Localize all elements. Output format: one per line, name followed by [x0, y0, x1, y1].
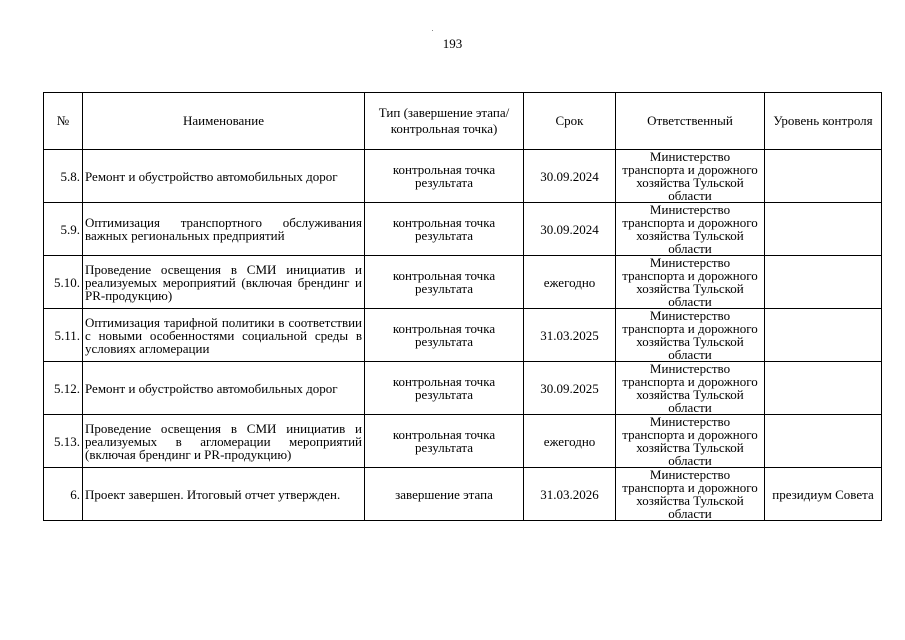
header-number: № [44, 93, 83, 150]
row-deadline: 31.03.2026 [524, 468, 616, 521]
row-deadline: 30.09.2025 [524, 362, 616, 415]
row-name: Ремонт и обустройство автомобильных дорог [83, 362, 365, 415]
row-control-level [765, 309, 882, 362]
scan-speck [432, 30, 433, 31]
page-number: 193 [442, 36, 463, 51]
row-type: завершение этапа [365, 468, 524, 521]
row-deadline: 30.09.2024 [524, 203, 616, 256]
row-type: контрольная точка результата [365, 256, 524, 309]
row-type: контрольная точка результата [365, 362, 524, 415]
header-type: Тип (завершение этапа/контрольная точка) [365, 93, 524, 150]
row-responsible: Министерство транспорта и дорожного хозяйства Тульской области [616, 415, 765, 468]
row-deadline: 31.03.2025 [524, 309, 616, 362]
row-deadline: 30.09.2024 [524, 150, 616, 203]
header-deadline: Срок [524, 93, 616, 150]
row-deadline: ежегодно [524, 415, 616, 468]
row-name: Проведение освещения в СМИ инициатив и реализуемых мероприятий (включая брендинг и PR-продукцию) [83, 256, 365, 309]
row-name: Проект завершен. Итоговый отчет утвержден. [83, 468, 365, 521]
row-number: 5.10. [44, 256, 83, 309]
table-row [44, 415, 882, 468]
row-number: 5.11. [44, 309, 83, 362]
row-responsible: Министерство транспорта и дорожного хозяйства Тульской области [616, 203, 765, 256]
row-control-level [765, 203, 882, 256]
row-number: 5.12. [44, 362, 83, 415]
row-type: контрольная точка результата [365, 415, 524, 468]
row-responsible: Министерство транспорта и дорожного хозяйства Тульской области [616, 150, 765, 203]
row-number: 6. [44, 468, 83, 521]
row-control-level [765, 256, 882, 309]
row-control-level [765, 150, 882, 203]
row-number: 5.8. [44, 150, 83, 203]
row-name: Оптимизация тарифной политики в соответствии с новыми особенностями социальной среды в условиях агломерации [83, 309, 365, 362]
table-row [44, 203, 882, 256]
row-type: контрольная точка результата [365, 203, 524, 256]
row-deadline: ежегодно [524, 256, 616, 309]
row-name: Оптимизация транспортного обслуживания важных региональных предприятий [83, 203, 365, 256]
row-responsible: Министерство транспорта и дорожного хозяйства Тульской области [616, 468, 765, 521]
project-plan-table [43, 92, 882, 521]
row-control-level [765, 415, 882, 468]
table-row [44, 150, 882, 203]
table-header-row [44, 93, 882, 150]
table-row [44, 468, 882, 521]
row-name: Проведение освещения в СМИ инициатив и реализуемых в агломерации мероприятий (включая брендинг и PR-продукцию) [83, 415, 365, 468]
row-control-level [765, 362, 882, 415]
row-type: контрольная точка результата [365, 309, 524, 362]
row-responsible: Министерство транспорта и дорожного хозяйства Тульской области [616, 256, 765, 309]
row-responsible: Министерство транспорта и дорожного хозяйства Тульской области [616, 309, 765, 362]
row-control-level: президиум Совета [765, 468, 882, 521]
row-type: контрольная точка результата [365, 150, 524, 203]
row-number: 5.13. [44, 415, 83, 468]
table-row [44, 362, 882, 415]
header-responsible: Ответственный [616, 93, 765, 150]
header-control-level: Уровень контроля [765, 93, 882, 150]
table-row [44, 256, 882, 309]
row-number: 5.9. [44, 203, 83, 256]
row-name: Ремонт и обустройство автомобильных дорог [83, 150, 365, 203]
row-responsible: Министерство транспорта и дорожного хозяйства Тульской области [616, 362, 765, 415]
header-name: Наименование [83, 93, 365, 150]
table-row [44, 309, 882, 362]
